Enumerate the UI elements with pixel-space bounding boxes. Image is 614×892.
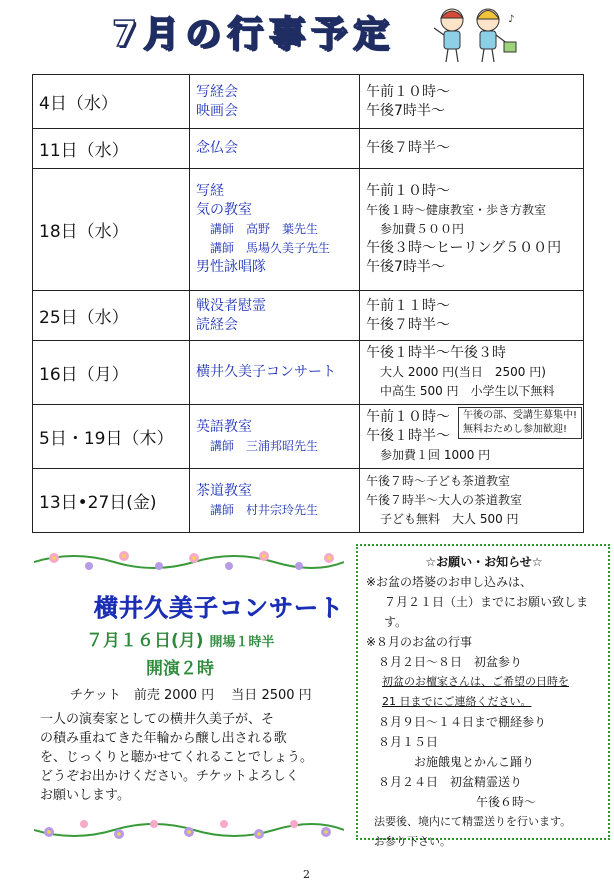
row-date: 16日（月）: [33, 341, 190, 405]
concert-title: 横井久美子コンサート: [94, 594, 344, 622]
children-illustration: [430, 4, 520, 66]
concert-date: ７月１６日(月) 開場１時半: [86, 631, 275, 651]
notice-line: 午後６時～: [476, 795, 537, 809]
notice-line: ８月２４日 初盆精霊送り: [378, 775, 523, 789]
fee: 参加費５００円: [380, 222, 465, 236]
event: 写経会: [196, 83, 238, 100]
event: 戦没者慰霊: [196, 297, 266, 314]
time: 午前１１時～: [366, 297, 450, 314]
event: 気の教室: [196, 202, 252, 218]
schedule-table: [32, 74, 584, 533]
instructor: 講師 村井宗玲先生: [210, 502, 319, 517]
notice-line: 21 日までにご連絡ください。: [382, 695, 532, 708]
event: 茶道教室: [196, 482, 252, 499]
notice-line: ※８月のお盆の行事: [366, 635, 473, 649]
svg-text:♪: ♪: [508, 14, 515, 25]
row-date: 4日（水）: [33, 75, 190, 129]
notice-line: 法要後、境内にて精霊送りを行います。: [374, 815, 572, 828]
row-date: 18日（水）: [33, 169, 190, 291]
notice-box: [356, 544, 610, 848]
event: 読経会: [196, 316, 238, 333]
time: 午後７時～子ども茶道教室: [366, 474, 511, 488]
time: 午後３時～ヒーリング５００円: [366, 240, 562, 256]
time: 午前１０時～: [366, 409, 450, 425]
notice-line: ※お盆の塔婆のお申し込みは、: [366, 575, 533, 589]
table-row: [33, 75, 584, 129]
table-row: [33, 129, 584, 169]
notice-line: ８月２日～８日 初盆参り: [378, 655, 523, 669]
table-row: [33, 169, 584, 291]
flower-vine-decoration: [34, 814, 344, 848]
event: 男性詠唱隊: [196, 259, 266, 275]
time: 午後７時半～: [366, 316, 450, 333]
fee: 中高生 500 円 小学生以下無料: [380, 384, 555, 398]
time: 午後１時半～: [366, 428, 450, 444]
notice-line: お参り下さい。: [374, 835, 451, 848]
row-date: 5日・19日（木）: [33, 405, 190, 469]
table-row: [33, 291, 584, 341]
page-title: 7月の行事予定: [112, 14, 396, 55]
table-row: [33, 469, 584, 533]
flower-vine-decoration: [34, 544, 344, 578]
event: 英語教室: [196, 418, 252, 435]
recruitment-note: 午後の部、受講生募集中! 無料おためし参加歓迎!: [458, 407, 582, 439]
row-date: 11日（水）: [33, 129, 190, 169]
event: 横井久美子コンサート: [196, 364, 336, 380]
instructor: 講師 高野 葉先生: [210, 222, 319, 236]
time: 午後１時～健康教室・歩き方教室: [366, 203, 547, 217]
table-row: [33, 341, 584, 405]
event: 映画会: [196, 102, 238, 119]
table-row: [33, 405, 584, 469]
row-date: 13日•27日(金): [33, 469, 190, 533]
row-date: 25日（水）: [33, 291, 190, 341]
time: 午前１０時～: [366, 83, 450, 100]
fee: 大人 2000 円(当日 2500 円): [380, 365, 546, 379]
notice-line: ８月１５日: [378, 735, 439, 749]
time: 午後１時半～午後３時: [366, 345, 506, 361]
page-number: 2: [303, 868, 310, 881]
notice-title: ☆お願い・お知らせ☆: [425, 555, 543, 569]
time: 午後7時半～: [366, 102, 445, 119]
concert-ticket-price: チケット 前売 2000 円 当日 2500 円: [70, 688, 312, 703]
event: 念仏会: [196, 140, 238, 156]
concert-announcement: [34, 544, 344, 844]
notice-line: お施餓鬼とかんこ踊り: [414, 755, 535, 769]
instructor: 講師 馬場久美子先生: [210, 241, 331, 255]
event: 写経: [196, 183, 224, 199]
concert-description: 一人の演奏家としての横井久美子が、そ の積み重ねてきた年輪から醸し出される歌 を、じっくりと聴かせてくれることでしょう。 どうぞお出かけください。チケットよろしく お願いします。: [40, 712, 314, 803]
concert-open-time: 開場１時半: [209, 635, 275, 650]
time: 午後７時半～大人の茶道教室: [366, 493, 523, 507]
notice-line: 初盆のお檀家さんは、ご希望の日時を: [382, 675, 569, 688]
time: 午後7時半～: [366, 259, 445, 275]
instructor: 講師 三浦邦昭先生: [210, 438, 319, 453]
notice-line: ８月９日～１４日まで棚経参り: [378, 715, 547, 729]
time: 午後７時半～: [366, 140, 450, 156]
time: 午前１０時～: [366, 183, 450, 199]
notice-line: ７月２１日（土）までにお願い致します。: [384, 595, 589, 629]
fee: 子ども無料 大人 500 円: [380, 512, 519, 526]
concert-start-time: 開演２時: [146, 659, 214, 679]
fee: 参加費１回 1000 円: [380, 448, 491, 462]
